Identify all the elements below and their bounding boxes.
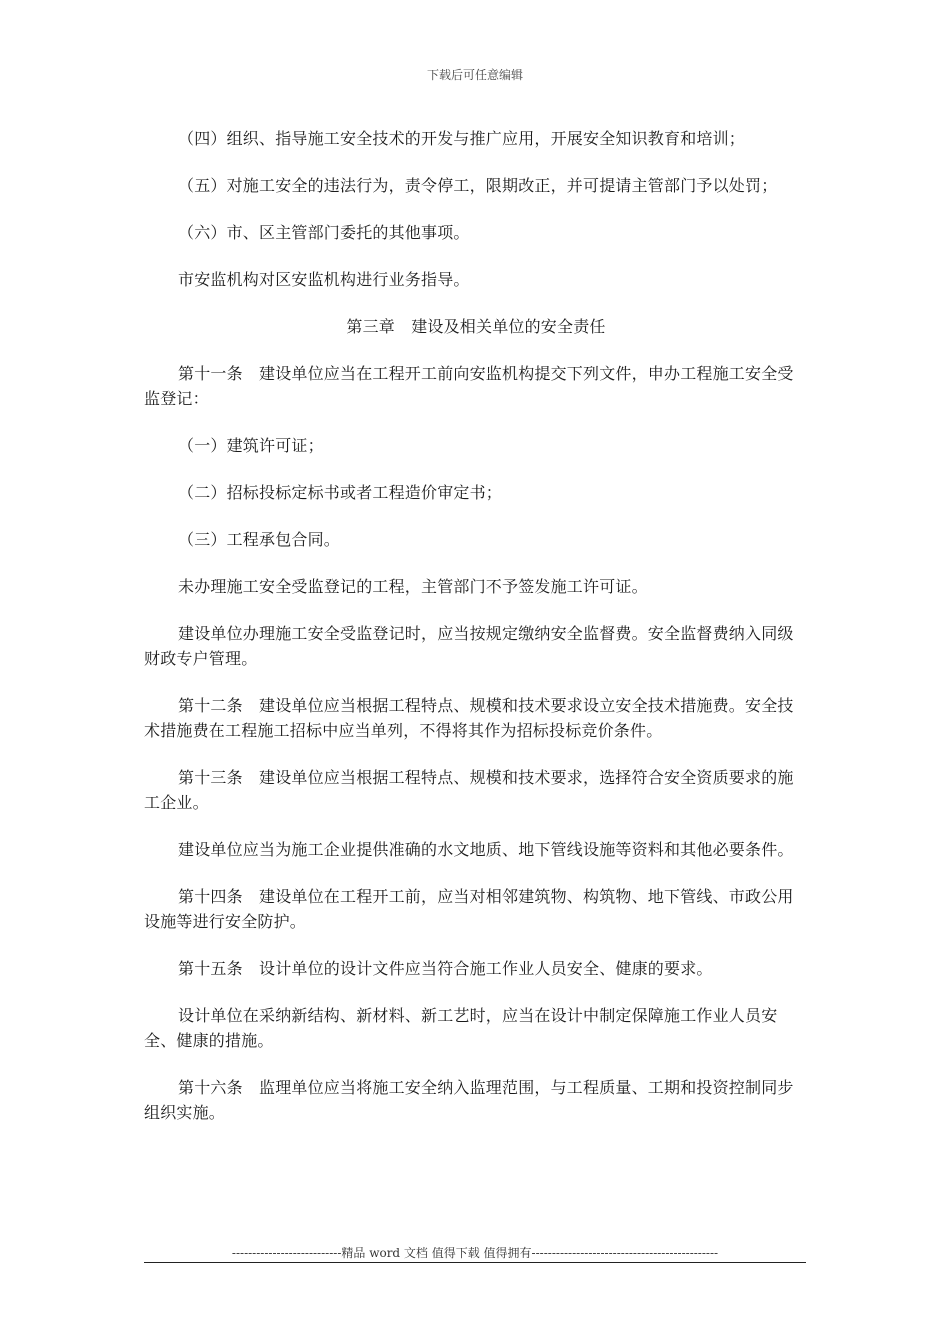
article-11-item-3: （三）工程承包合同。 <box>178 530 341 549</box>
chapter-heading: 第三章 建设及相关单位的安全责任 <box>346 317 606 336</box>
article-16: 第十六条 监理单位应当将施工安全纳入监理范围，与工程质量、工期和投资控制同步组织实施。 <box>144 1078 794 1122</box>
article-11: 第十一条 建设单位应当在工程开工前向安监机构提交下列文件，申办工程施工安全受监登记： <box>144 364 794 408</box>
page-footer: ---------------------------精品 word 文档 值得下载 值得拥有---------------------------------------------- <box>231 1246 719 1260</box>
paragraph-item-5: （五）对施工安全的违法行为，责令停工，限期改正，并可提请主管部门予以处罚； <box>178 176 778 195</box>
article-11-note-1: 未办理施工安全受监登记的工程，主管部门不予签发施工许可证。 <box>178 577 648 596</box>
article-13-note: 建设单位应当为施工企业提供准确的水文地质、地下管线设施等资料和其他必要条件。 <box>178 840 794 859</box>
article-13: 第十三条 建设单位应当根据工程特点、规模和技术要求，选择符合安全资质要求的施工企业。 <box>144 768 794 812</box>
article-11-item-2: （二）招标投标定标书或者工程造价审定书； <box>178 483 503 502</box>
article-12: 第十二条 建设单位应当根据工程特点、规模和技术要求设立安全技术措施费。安全技术措施费在工程施工招标中应当单列，不得将其作为招标投标竞价条件。 <box>144 696 794 740</box>
paragraph-city-guidance: 市安监机构对区安监机构进行业务指导。 <box>178 270 470 289</box>
article-11-note-2: 建设单位办理施工安全受监登记时，应当按规定缴纳安全监督费。安全监督费纳入同级财政专户管理。 <box>144 624 794 668</box>
article-11-item-1: （一）建筑许可证； <box>178 436 324 455</box>
document-body <box>144 126 808 1147</box>
article-15-note: 设计单位在采纳新结构、新材料、新工艺时，应当在设计中制定保障施工作业人员安全、健康的措施。 <box>144 1006 778 1050</box>
page-header: 下载后可任意编辑 <box>426 68 523 82</box>
paragraph-item-4: （四）组织、指导施工安全技术的开发与推广应用，开展安全知识教育和培训； <box>178 129 746 148</box>
paragraph-item-6: （六）市、区主管部门委托的其他事项。 <box>178 223 470 242</box>
footer-divider <box>144 1262 806 1263</box>
article-15: 第十五条 设计单位的设计文件应当符合施工作业人员安全、健康的要求。 <box>178 959 713 978</box>
article-14: 第十四条 建设单位在工程开工前，应当对相邻建筑物、构筑物、地下管线、市政公用设施等进行安全防护。 <box>144 887 794 931</box>
